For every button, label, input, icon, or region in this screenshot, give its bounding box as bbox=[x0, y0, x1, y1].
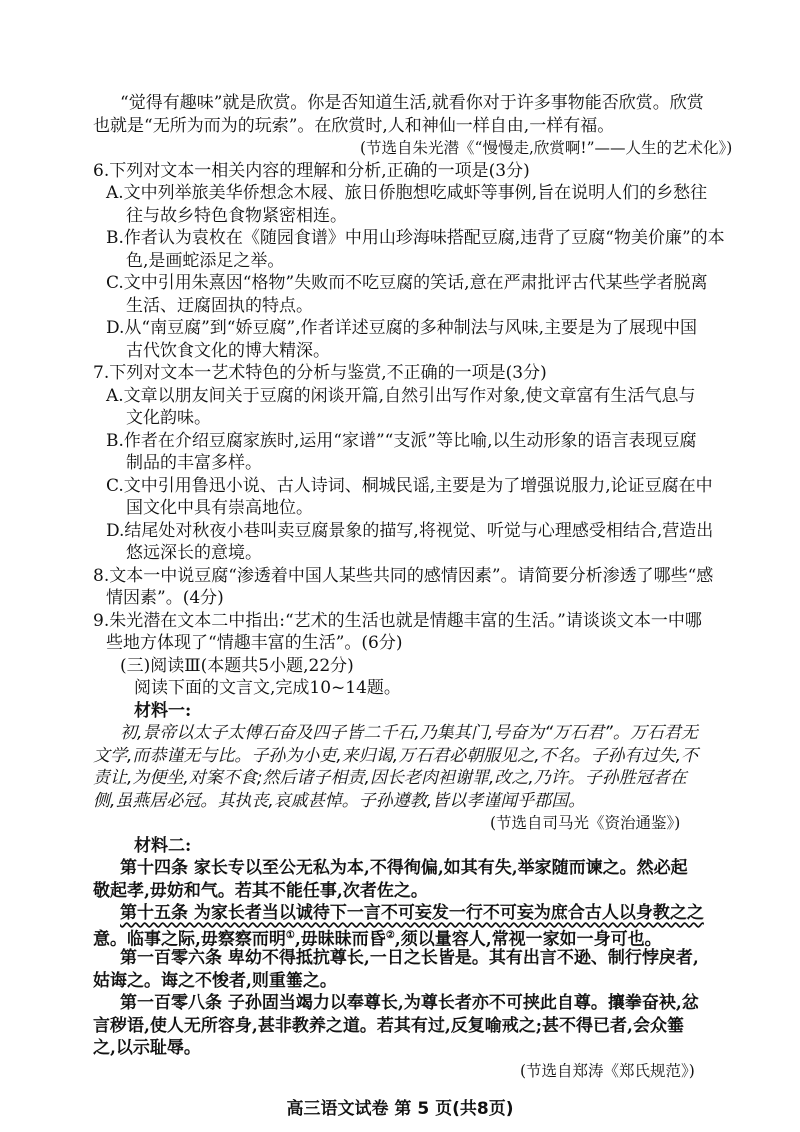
text-line: A.文中列举旅美华侨想念木屐、旅日侨胞想吃咸虾等事例,旨在说明人们的乡愁往 bbox=[106, 183, 708, 203]
text-line: 悠远深长的意境。 bbox=[126, 543, 262, 563]
text-line: 9.朱光潜在文本二中指出:“艺术的生活也就是情趣丰富的生活。”请谈谈文本一中哪 bbox=[93, 610, 702, 631]
text-line: 之,以示耻辱。 bbox=[93, 1038, 201, 1058]
text-line: 也就是“无所为而为的玩索”。在欣赏时,人和神仙一样自由,一样有福。 bbox=[93, 115, 615, 136]
text-line: 材料一: bbox=[134, 700, 192, 721]
text-line: 初,景帝以太子太傅石奋及四子皆二千石,乃集其门,号奋为“万石君”。万石君无 bbox=[120, 723, 698, 743]
text-line: 8.文本一中说豆腐“渗透着中国人某些共同的感情因素”。请简要分析渗透了哪些“感 bbox=[93, 565, 714, 586]
text-line: 情因素”。(4分) bbox=[106, 588, 224, 608]
text-line: C.文中引用朱熹因“格物”失败而不吃豆腐的笑话,意在严肃批评古代某些学者脱离 bbox=[106, 273, 708, 293]
text-line: 责让,为便坐,对案不食;然后诸子相责,因长老肉袒谢罪,改之,乃许。子孙胜冠者在 bbox=[93, 768, 687, 788]
text-line: B.作者认为袁枚在《随园食谱》中用山珍海味搭配豆腐,违背了豆腐“物美价廉”的本 bbox=[106, 228, 725, 248]
text-line: 些地方体现了“情趣丰富的生活”。(6分) bbox=[106, 633, 403, 653]
text-line: 制品的丰富多样。 bbox=[126, 453, 262, 473]
text-line: 第一百零六条 卑幼不得抵抗尊长,一日之长皆是。其有出言不逊、制行悖戾者, bbox=[120, 948, 699, 968]
text-line: 侧,虽燕居必冠。其执丧,哀戚甚悼。子孙遵教,皆以孝谨闻乎郡国。 bbox=[93, 790, 586, 811]
text-line: D.结尾处对秋夜小巷叫卖豆腐景象的描写,将视觉、听觉与心理感受相结合,营造出 bbox=[106, 520, 714, 541]
source-citation: (节选自朱光潜《“慢慢走,欣赏啊!”——人生的艺术化》) bbox=[360, 139, 733, 157]
text-line: 色,是画蛇添足之举。 bbox=[126, 250, 285, 271]
text-line: 文学,而恭谨无与比。子孙为小吏,来归谒,万石君必朝服见之,不名。子孙有过失,不 bbox=[93, 745, 699, 766]
source-citation: (节选自司马光《资治通鉴》) bbox=[490, 814, 681, 832]
text-line: 生活、迂腐固执的特点。 bbox=[126, 295, 313, 316]
text-line: 第十四条 家长专以至公无私为本,不得徇偏,如其有失,举家随而谏之。然必起 bbox=[120, 858, 688, 878]
source-citation: (节选自郑涛《郑氏规范》) bbox=[520, 1061, 695, 1080]
text-line: 阅读下面的文言文,完成10~14题。 bbox=[134, 678, 401, 698]
text-line: 6.下列对文本一相关内容的理解和分析,正确的一项是(3分) bbox=[93, 160, 530, 181]
text-line: 文化韵味。 bbox=[126, 408, 211, 428]
text-line: 第一百零八条 子孙固当竭力以奉尊长,为尊长者亦不可挟此自尊。攘拳奋袂,忿 bbox=[120, 993, 699, 1013]
text-line: 国文化中具有崇高地位。 bbox=[126, 498, 313, 518]
text-line: B.作者在介绍豆腐家族时,运用“家谱”“支派”等比喻,以生动形象的语言表现豆腐 bbox=[106, 430, 697, 451]
note-2-marker: ② bbox=[385, 929, 395, 941]
text-line: 敬起孝,毋妨和气。若其不能任事,次者佐之。 bbox=[93, 880, 428, 901]
article-15-text: ,须以量容人,常视一家如一身可也。 bbox=[394, 929, 662, 950]
article-15-text: ,毋昧昧而昏 bbox=[294, 929, 386, 950]
text-line: A.文章以朋友间关于豆腐的闲谈开篇,自然引出写作对象,使文章富有生活气息与 bbox=[106, 385, 696, 406]
text-line: 7.下列对文本一艺术特色的分析与鉴赏,不正确的一项是(3分) bbox=[93, 363, 547, 383]
text-line: C.文中引用鲁迅小说、古人诗词、桐城民谣,主要是为了增强说服力,论证豆腐在中 bbox=[106, 475, 713, 496]
text-line: 第十五条 为家长者当以诚待下一言不可妄发一行不可妄为庶合古人以身教之之 bbox=[120, 903, 704, 923]
text-line: 材料二: bbox=[134, 835, 192, 856]
text-line: “觉得有趣味”就是欣赏。你是否知道生活,就看你对于许多事物能否欣赏。欣赏 bbox=[120, 93, 704, 113]
text-line: (三)阅读Ⅲ(本题共5小题,22分) bbox=[120, 655, 354, 676]
text-line: 古代饮食文化的博大精深。 bbox=[126, 340, 330, 361]
page-footer: 高三语文试卷 第 5 页(共8页) bbox=[286, 1099, 514, 1119]
note-1-marker: ① bbox=[285, 929, 295, 941]
text-line: D.从“南豆腐”到“娇豆腐”,作者详述豆腐的多种制法与风味,主要是为了展现中国 bbox=[106, 318, 697, 338]
article-15-text: 意。临事之际,毋察察而明 bbox=[93, 929, 286, 950]
text-line: 往与故乡特色食物紧密相连。 bbox=[126, 205, 347, 226]
text-line: 言秽语,使人无所容身,甚非教养之道。若其有过,反复喻戒之;甚不得已者,会众箠 bbox=[93, 1015, 684, 1036]
text-line: 姑诲之。诲之不悛者,则重箠之。 bbox=[93, 970, 337, 991]
